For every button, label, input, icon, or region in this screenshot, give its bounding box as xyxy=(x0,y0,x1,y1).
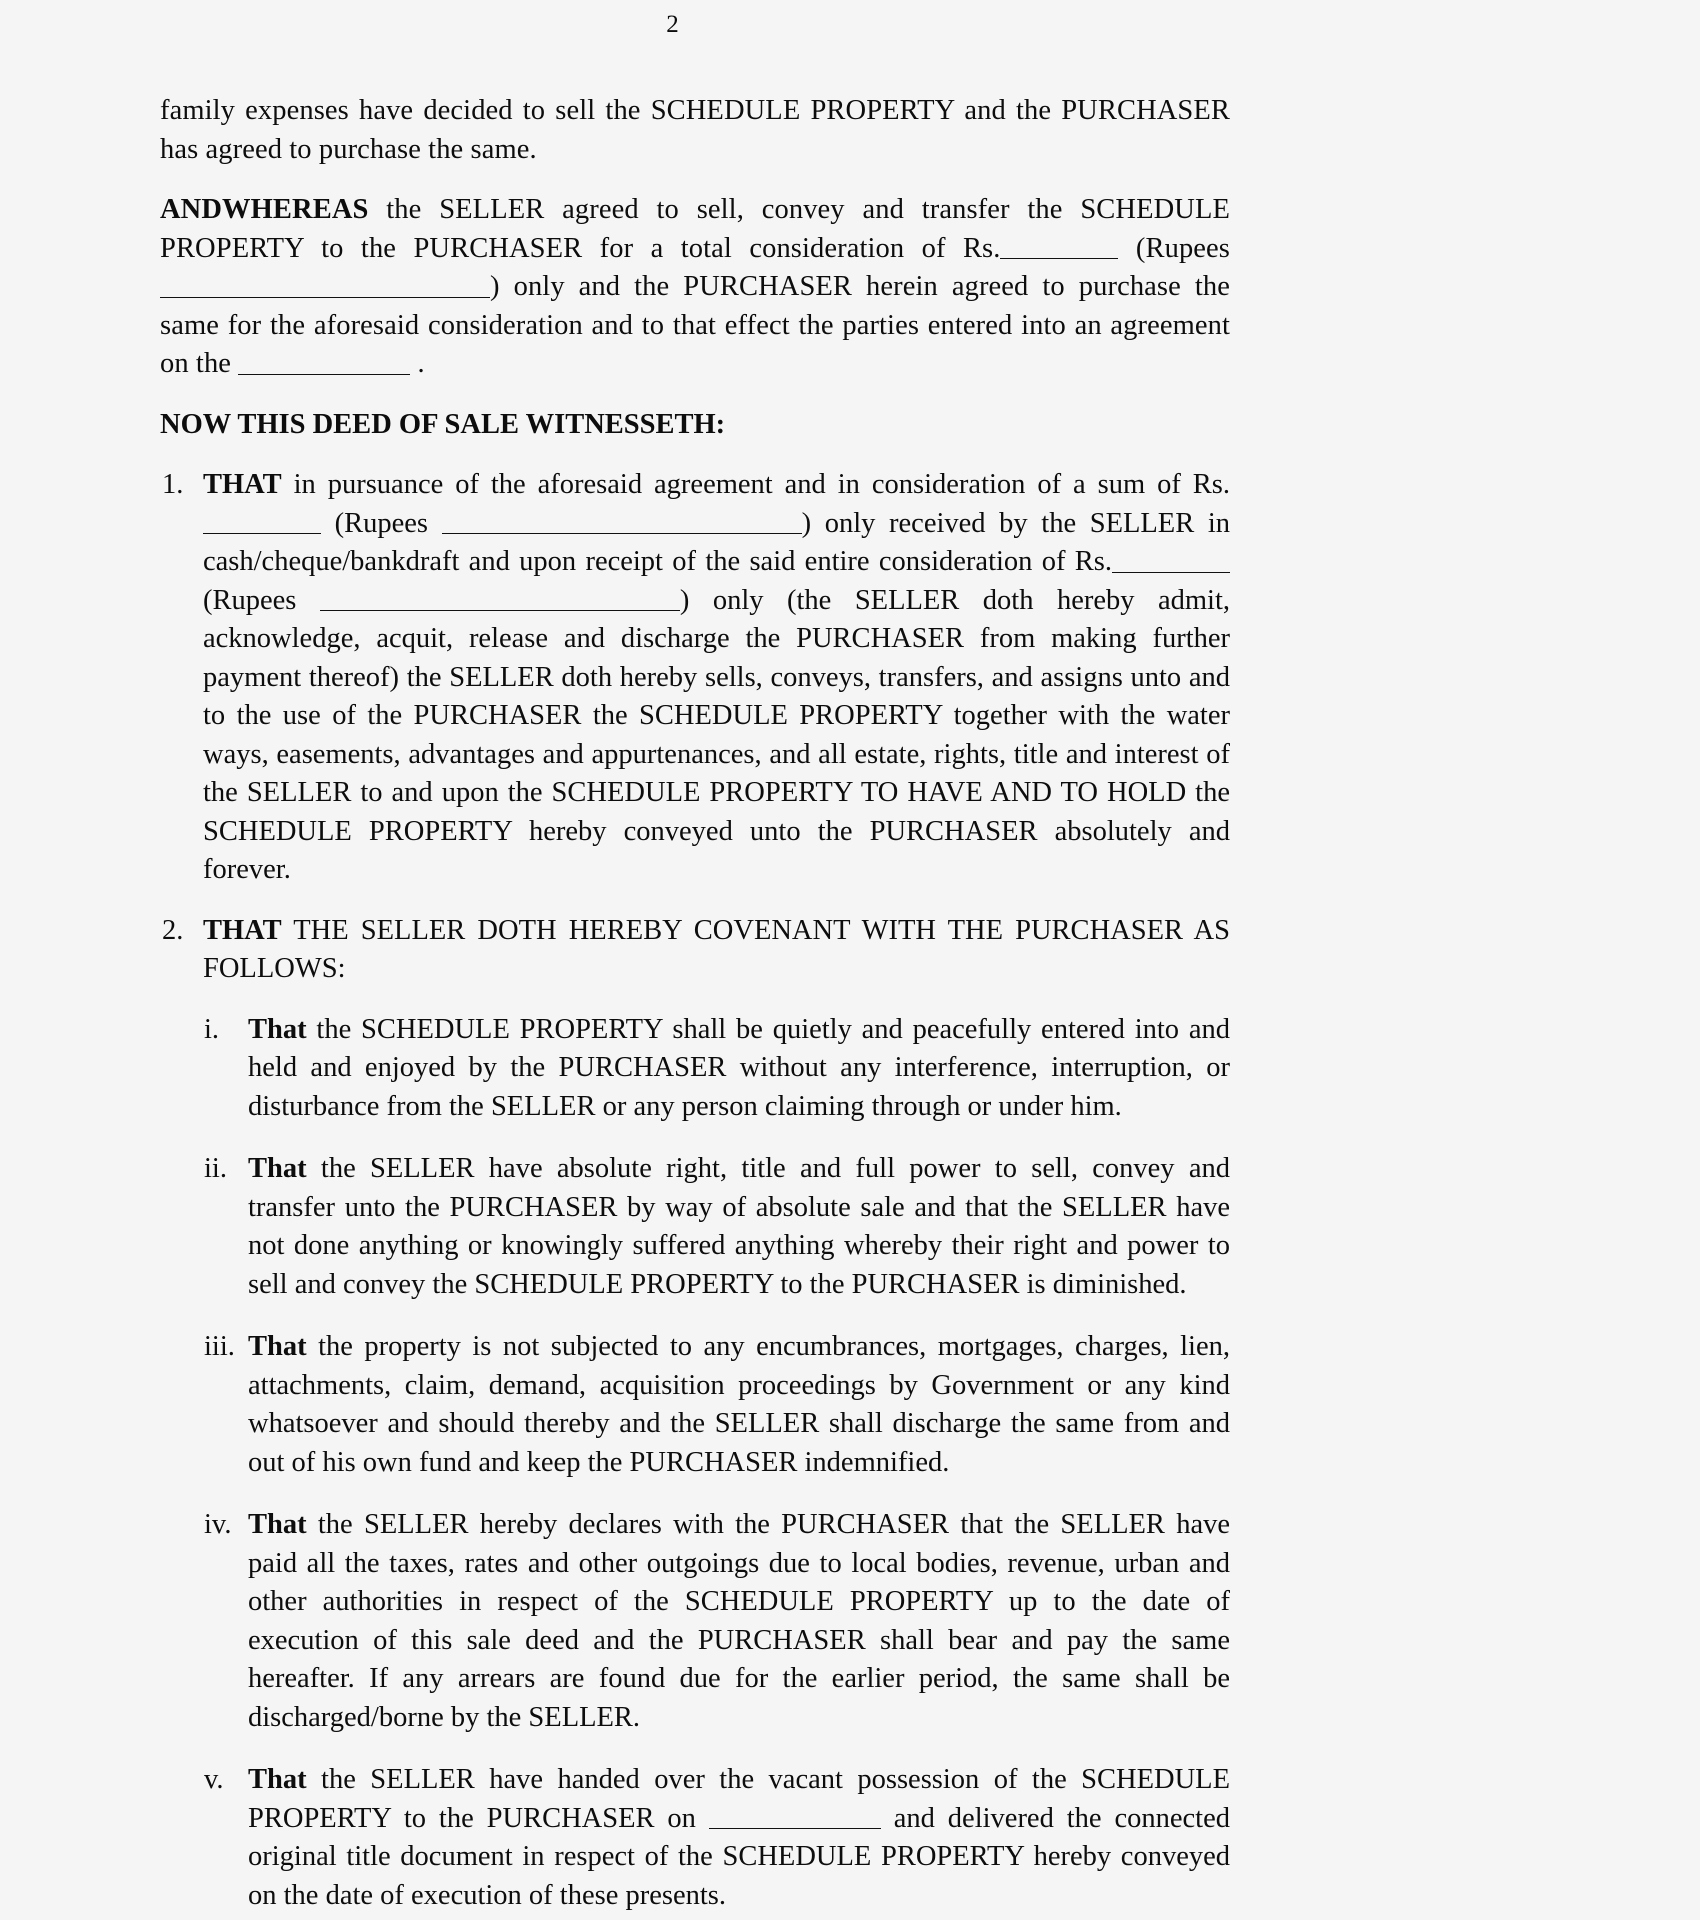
roman-item-iii xyxy=(160,1328,1230,1482)
roman-item-iii-marker: iii. xyxy=(204,1331,235,1362)
numbered-item-2-marker: 2. xyxy=(162,914,184,946)
roman-item-i-lead: That xyxy=(248,1013,307,1045)
roman-item-ii-text: the SELLER have absolute right, title and full power to sell, convey and transfer unto the PURCHASER by way of absolute sale and that the SELLER have not done anything or knowingly suffered anything whereby their right and power to sell and convey the SCHEDULE PROPERTY to the PURCHASER is diminished. xyxy=(248,1153,1230,1300)
blank-agreement-date[interactable] xyxy=(238,345,410,375)
andwhereas-text-c: ) only and the PURCHASER herein agreed to purchase the same for the aforesaid consideration and to that effect the parties entered into an agreement on the xyxy=(160,271,1230,379)
numbered-item-1-text-2: (Rupees xyxy=(321,507,442,539)
numbered-item-2-lead: THAT xyxy=(203,914,282,946)
roman-item-iv-lead: That xyxy=(248,1509,307,1540)
numbered-item-1-lead: THAT xyxy=(203,469,282,500)
document-body xyxy=(160,92,1230,1915)
roman-item-v-text-2: and delivered the connected original title document in respect of the SCHEDULE PROPERTY hereby conveyed on the date of execution of these presents. xyxy=(248,1802,1230,1911)
covenant-list xyxy=(160,1011,1230,1916)
blank-amount-figure[interactable] xyxy=(1000,230,1118,260)
andwhereas-text-b: (Rupees xyxy=(1118,232,1230,264)
andwhereas-text-d: . xyxy=(410,348,425,379)
roman-item-i-text: the SCHEDULE PROPERTY shall be quietly and peacefully entered into and held and enjoyed by the PURCHASER without any interference, interruption, or disturbance from the SELLER or any person claiming through or under him. xyxy=(248,1013,1230,1122)
roman-item-iv-text: the SELLER hereby declares with the PURCHASER that the SELLER have paid all the taxes, rates and other outgoings due to local bodies, revenue, urban and other authorities in respect of the SCHEDULE PROPERTY up to the date of execution of this sale deed and the PURCHASER shall bear and pay the same hereafter. If any arrears are found due for the earlier period, the same shall be discharged/borne by the SELLER. xyxy=(248,1509,1230,1733)
roman-item-iii-text: the property is not subjected to any encumbrances, mortgages, charges, lien, attachments, claim, demand, acquisition proceedings by Government or any kind whatsoever and should thereby and the SELLER shall discharge the same from and out of his own fund and keep the PURCHASER indemnified. xyxy=(248,1331,1230,1478)
numbered-item-2-text: THE SELLER DOTH HEREBY COVENANT WITH THE PURCHASER AS FOLLOWS: xyxy=(203,914,1230,984)
paragraph-opening xyxy=(160,92,1230,169)
roman-item-ii-marker: ii. xyxy=(204,1153,227,1184)
numbered-item-1-text-4: (Rupees xyxy=(203,584,320,616)
blank-possession-date[interactable] xyxy=(709,1800,881,1830)
roman-item-v-lead: That xyxy=(248,1764,307,1795)
paragraph-andwhereas xyxy=(160,191,1230,384)
roman-item-iv-marker: iv. xyxy=(204,1509,232,1540)
roman-item-i-marker: i. xyxy=(204,1013,220,1045)
roman-item-ii-lead: That xyxy=(248,1153,307,1184)
roman-item-v xyxy=(160,1761,1230,1915)
numbered-item-1-text-5: ) only (the SELLER doth hereby admit, acknowledge, acquit, release and discharge the PURCHASER from making further payment thereof) the SELLER doth hereby sells, conveys, transfers, and assigns unto and to the use of the PURCHASER the SCHEDULE PROPERTY together with the water ways, easements, advantages and appurtenances, and all estate, rights, title and interest of the SELLER to and upon the SCHEDULE PROPERTY TO HAVE AND TO HOLD the SCHEDULE PROPERTY hereby conveyed unto the PURCHASER absolutely and forever. xyxy=(203,584,1231,885)
roman-item-v-text-1: the SELLER have handed over the vacant possession of the SCHEDULE PROPERTY to the PURCHASER on xyxy=(248,1764,1230,1834)
numbered-item-1-text-3: ) only received by the SELLER in cash/cheque/bankdraft and upon receipt of the said entire consideration of Rs. xyxy=(203,507,1231,577)
roman-item-iii-lead: That xyxy=(248,1331,307,1362)
roman-item-ii xyxy=(160,1150,1230,1304)
paragraph-opening-text: family expenses have decided to sell the SCHEDULE PROPERTY and the PURCHASER has agreed to purchase the same. xyxy=(160,95,1230,165)
numbered-item-1 xyxy=(160,466,1230,890)
blank-consideration-figure-2[interactable] xyxy=(1112,543,1230,573)
blank-consideration-words-1[interactable] xyxy=(442,505,802,535)
blank-consideration-figure-1[interactable] xyxy=(203,505,321,535)
witnesseth-heading: NOW THIS DEED OF SALE WITNESSETH: xyxy=(160,408,726,440)
numbered-item-1-text-1: in pursuance of the aforesaid agreement and in consideration of a sum of Rs. xyxy=(281,469,1230,500)
andwhereas-text-a: the SELLER agreed to sell, convey and transfer the SCHEDULE PROPERTY to the PURCHASER for a total consideration of Rs. xyxy=(160,194,1230,264)
numbered-item-2 xyxy=(160,912,1230,989)
page-number: 2 xyxy=(666,11,679,38)
roman-item-i xyxy=(160,1011,1230,1127)
blank-amount-words[interactable] xyxy=(160,268,490,298)
numbered-item-1-marker: 1. xyxy=(162,469,184,500)
andwhereas-lead: ANDWHEREAS xyxy=(160,194,369,225)
roman-item-iv xyxy=(160,1506,1230,1737)
blank-consideration-words-2[interactable] xyxy=(320,582,680,612)
roman-item-v-marker: v. xyxy=(204,1764,224,1795)
